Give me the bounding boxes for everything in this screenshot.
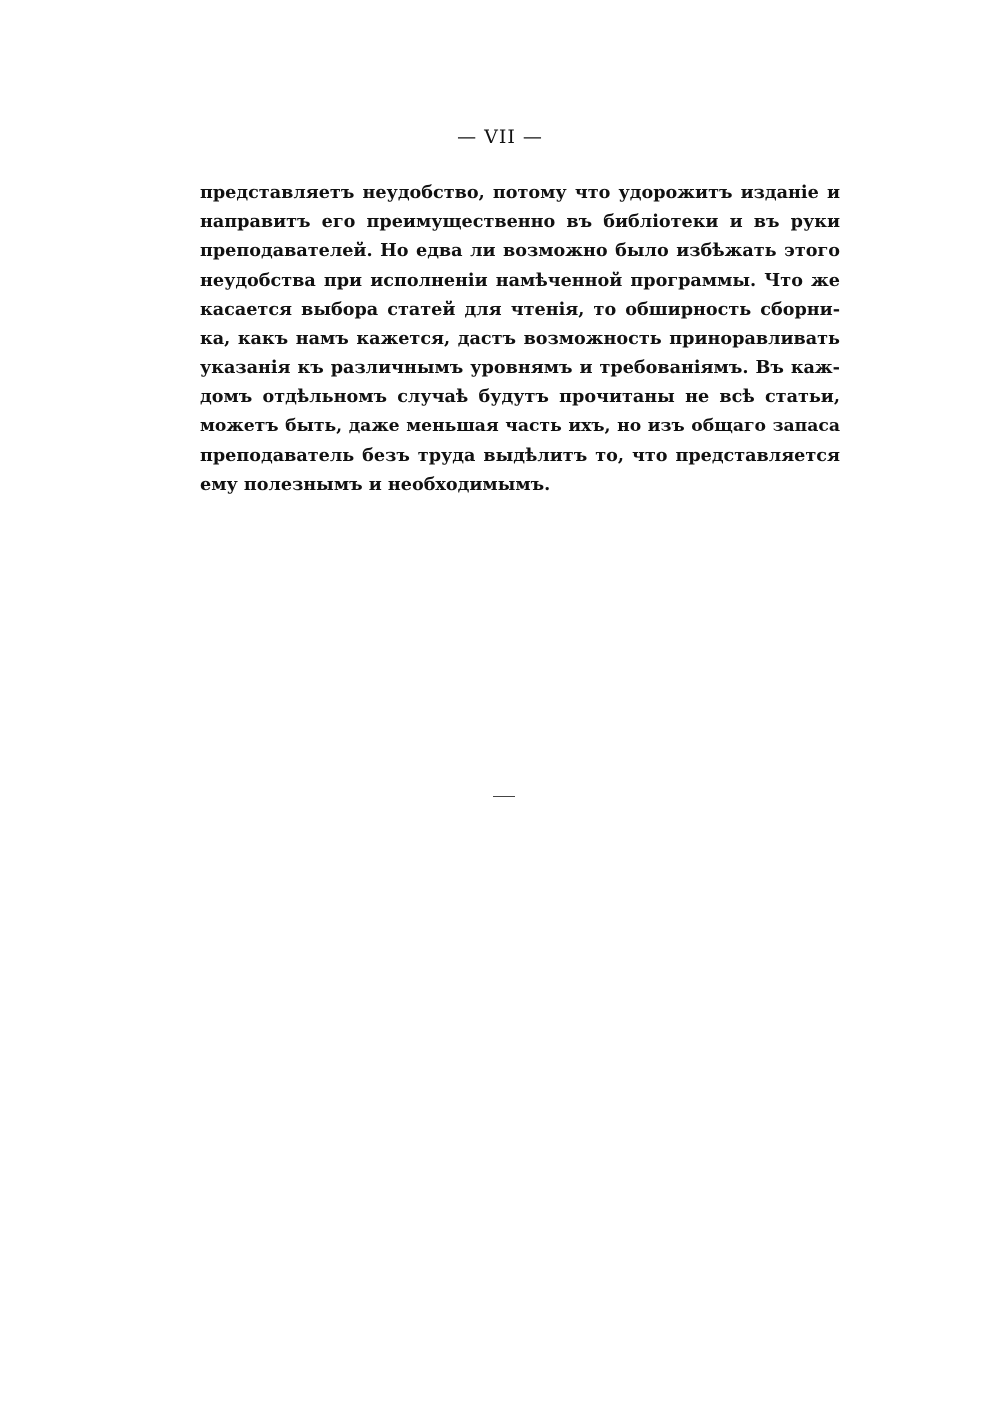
- text-line: преподаватель безъ труда выдѣлитъ то, что представляется: [200, 444, 840, 466]
- text-line: указанія къ различнымъ уровнямъ и требованіямъ. Въ каж-: [200, 357, 840, 379]
- text-line: касается выбора статей для чтенія, то обширность сборни-: [200, 298, 840, 320]
- text-line: можетъ быть, даже меньшая часть ихъ, но изъ общаго запаса: [200, 415, 840, 436]
- text-line: представляетъ неудобство, потому что удорожитъ изданіе и: [200, 182, 840, 203]
- text-line: преподавателей. Но едва ли возможно было избѣжать этого: [200, 240, 840, 262]
- text-line: ему полезнымъ и необходимымъ.: [200, 473, 551, 495]
- end-of-section-rule: [487, 796, 515, 797]
- page-number: — VII —: [457, 126, 543, 148]
- text-line: направитъ его преимущественно въ библіотеки и въ руки: [200, 211, 840, 233]
- text-line: неудобства при исполненіи намѣченной программы. Что же: [200, 269, 840, 291]
- text-line: домъ отдѣльномъ случаѣ будутъ прочитаны не всѣ статьи,: [200, 386, 840, 408]
- text-line: ка, какъ намъ кажется, дастъ возможность приноравливать: [200, 327, 840, 349]
- body-text: [200, 178, 840, 499]
